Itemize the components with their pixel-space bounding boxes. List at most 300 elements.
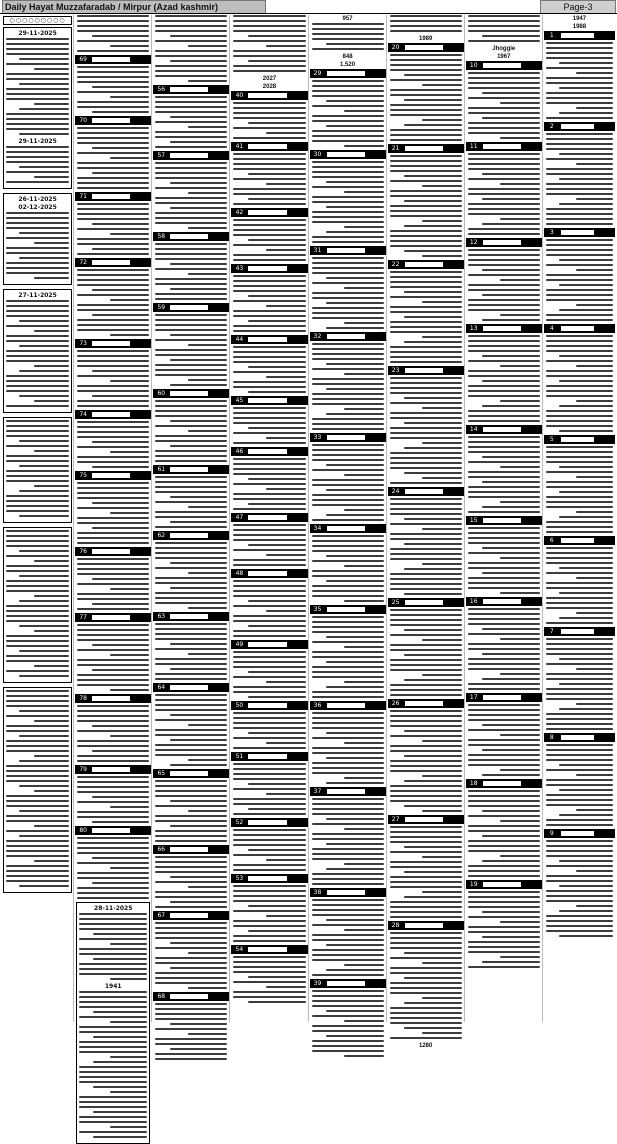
text-line (500, 279, 540, 281)
text-line (248, 366, 306, 368)
text-line (233, 966, 305, 968)
text-line (155, 932, 227, 934)
text-line (77, 791, 149, 793)
text-line (468, 633, 540, 635)
text-line (110, 1091, 147, 1093)
text-line (390, 437, 462, 439)
text-line (559, 617, 613, 619)
text-line (77, 537, 149, 539)
text-line (546, 693, 613, 695)
text-line (77, 203, 149, 205)
text-line (546, 648, 613, 650)
text-line (468, 390, 540, 392)
text-line (468, 613, 540, 615)
text-line (546, 799, 613, 801)
ad-number: 48 (231, 569, 247, 578)
ad-header-label (131, 339, 151, 348)
text-line (546, 915, 613, 917)
text-line (110, 380, 150, 382)
text-line (312, 712, 384, 714)
text-line (6, 725, 69, 727)
article-text (466, 15, 542, 42)
text-line (155, 1008, 227, 1010)
text-line (326, 843, 384, 845)
text-line (390, 281, 462, 283)
text-line (482, 749, 540, 751)
text-line (77, 624, 149, 626)
ad-text (388, 609, 464, 696)
ad-header-bar (231, 569, 307, 578)
classified-ad (310, 524, 386, 602)
text-line (312, 1030, 384, 1032)
text-line (546, 855, 613, 857)
text-line (390, 987, 462, 989)
ad-header-bar (231, 513, 307, 522)
text-line (546, 158, 613, 160)
text-line (559, 259, 613, 261)
text-line (344, 373, 384, 375)
ad-text (75, 203, 151, 255)
text-line (390, 1007, 462, 1009)
ad-text (544, 638, 615, 730)
text-line (79, 1131, 147, 1133)
classified-ad (466, 425, 542, 513)
text-line (482, 936, 540, 938)
text-line (19, 465, 70, 467)
text-line (404, 654, 462, 656)
text-line (576, 774, 613, 776)
text-line (559, 466, 613, 468)
text-line (6, 645, 69, 647)
text-line (77, 137, 149, 139)
text-line (92, 86, 150, 88)
classified-ad (75, 765, 151, 823)
text-line (468, 289, 540, 291)
text-line (6, 455, 69, 457)
ad-header-label (366, 246, 386, 255)
ad-number: 49 (231, 640, 247, 649)
ad-header-bar (153, 992, 229, 1001)
ad-list (466, 61, 542, 968)
ad-header-window (247, 397, 287, 404)
ad-header-window (404, 816, 444, 823)
text-line (79, 928, 147, 930)
text-line (546, 395, 613, 397)
text-line (233, 417, 305, 419)
text-line (155, 830, 227, 832)
ad-header-bar (75, 410, 151, 419)
text-line (77, 177, 149, 179)
ad-number: 19 (466, 880, 482, 889)
text-line (500, 466, 540, 468)
text-line (390, 387, 462, 389)
text-line (155, 962, 227, 964)
text-line (233, 65, 305, 67)
text-line (77, 887, 149, 889)
text-line (233, 229, 305, 231)
text-line (312, 1050, 384, 1052)
text-line (155, 699, 227, 701)
text-line (546, 77, 613, 79)
text-line (546, 254, 613, 256)
text-line (77, 517, 149, 519)
text-line (390, 765, 462, 767)
text-line (155, 314, 227, 316)
text-line (77, 649, 149, 651)
ad-number: 25 (388, 598, 404, 607)
article-year: 2027 (262, 76, 277, 82)
text-line (6, 151, 69, 153)
text-line (468, 274, 540, 276)
text-line (468, 208, 540, 210)
text-line (482, 860, 540, 862)
text-line (79, 1121, 147, 1123)
ad-header-window (404, 145, 444, 152)
text-line (77, 847, 149, 849)
ad-text (310, 161, 386, 243)
text-line (233, 722, 305, 724)
text-line (312, 257, 384, 259)
text-line (34, 330, 69, 332)
text-line (155, 400, 227, 402)
ad-header-label (131, 826, 151, 835)
text-line (6, 620, 69, 622)
ad-header-bar (75, 826, 151, 835)
article-text (388, 15, 464, 32)
text-line (468, 966, 540, 968)
text-line (6, 615, 69, 617)
text-line (155, 1058, 227, 1060)
text-line (6, 405, 69, 407)
ad-number: 30 (310, 150, 326, 159)
text-line (77, 715, 149, 717)
text-line (155, 258, 227, 260)
ad-header-label (209, 151, 229, 160)
article-word: Jhoggie (492, 46, 516, 52)
text-line (155, 146, 227, 148)
text-line (468, 870, 540, 872)
text-line (77, 897, 149, 899)
text-line (390, 881, 462, 883)
text-line (155, 319, 227, 321)
text-line (6, 222, 69, 224)
ad-header-label (288, 945, 308, 954)
text-line (79, 1116, 147, 1118)
text-line (6, 300, 69, 302)
text-line (404, 1027, 462, 1029)
text-line (233, 539, 305, 541)
text-line (546, 840, 613, 842)
ad-header-bar (231, 208, 307, 217)
text-line (390, 20, 462, 22)
notice-box (3, 193, 72, 285)
text-line (559, 87, 613, 89)
ad-header-label (288, 752, 308, 761)
ad-header-window (91, 259, 131, 266)
text-line (233, 50, 305, 52)
ad-header-bar (466, 425, 542, 434)
text-line (312, 459, 384, 461)
text-line (312, 752, 384, 754)
text-line (79, 918, 147, 920)
ad-header-label (209, 232, 229, 241)
ad-header-window (169, 684, 209, 691)
ad-header-window (560, 436, 595, 443)
text-line (79, 1046, 147, 1048)
text-line (482, 35, 540, 37)
text-line (468, 491, 540, 493)
text-line (266, 183, 306, 185)
text-line (77, 208, 149, 210)
text-line (233, 178, 305, 180)
text-line (576, 703, 613, 705)
text-line (155, 131, 227, 133)
text-line (233, 691, 305, 693)
text-line (93, 1036, 147, 1038)
text-line (170, 263, 228, 265)
ad-header-window (169, 86, 209, 93)
text-line (312, 949, 384, 951)
text-line (233, 351, 305, 353)
text-line (188, 987, 228, 989)
text-line (312, 80, 384, 82)
text-line (233, 773, 305, 775)
text-line (312, 909, 384, 911)
ad-header-label (131, 694, 151, 703)
text-line (6, 700, 69, 702)
text-line (77, 482, 149, 484)
text-line (233, 356, 305, 358)
text-line (110, 334, 150, 336)
text-line (312, 1040, 384, 1042)
text-line (79, 963, 147, 965)
text-line (6, 545, 69, 547)
ad-header-bar (310, 246, 386, 255)
text-line (546, 547, 613, 549)
text-line (77, 760, 149, 762)
text-line (248, 544, 306, 546)
text-line (155, 977, 227, 979)
text-line (6, 480, 69, 482)
text-line (390, 972, 462, 974)
ad-header-bar (231, 945, 307, 954)
classified-ad (231, 569, 307, 637)
text-line (77, 872, 149, 874)
ad-header-label (366, 524, 386, 533)
text-line (77, 842, 149, 844)
classified-ad (466, 61, 542, 139)
text-line (92, 35, 150, 37)
text-line (390, 609, 462, 611)
text-line (390, 54, 462, 56)
text-line (468, 567, 540, 569)
text-line (77, 639, 149, 641)
text-line (155, 734, 227, 736)
classified-ad (231, 335, 307, 393)
text-line (79, 938, 147, 940)
text-line (248, 503, 306, 505)
text-line (233, 737, 305, 739)
text-line (92, 750, 150, 752)
text-line (92, 441, 150, 443)
text-line (77, 816, 149, 818)
text-line (248, 849, 306, 851)
text-line (77, 101, 149, 103)
text-line (248, 732, 306, 734)
text-line (468, 709, 540, 711)
text-line (233, 244, 305, 246)
notice-date: 29-11-2025 (18, 30, 57, 37)
text-line (155, 663, 227, 665)
text-line (233, 524, 305, 526)
text-line (468, 375, 540, 377)
text-line (266, 610, 306, 612)
text-line (468, 663, 540, 665)
text-line (233, 651, 305, 653)
ad-header-window (91, 548, 131, 555)
text-line (312, 666, 384, 668)
ad-text (231, 651, 307, 698)
classified-ad (310, 150, 386, 243)
text-line (468, 40, 540, 42)
text-line (559, 284, 613, 286)
text-line (170, 1048, 228, 1050)
text-line (482, 173, 540, 175)
text-line (390, 836, 462, 838)
classified-ad (153, 992, 229, 1060)
ad-text (153, 314, 229, 386)
text-line (6, 845, 69, 847)
text-line (312, 312, 384, 314)
classified-ad (153, 531, 229, 609)
ad-header-label (209, 85, 229, 94)
text-line (546, 102, 613, 104)
text-line (422, 810, 462, 812)
text-line (390, 851, 462, 853)
text-line (110, 1056, 147, 1058)
notice-text (77, 913, 149, 980)
text-line (482, 774, 540, 776)
text-line (110, 233, 150, 235)
text-line (546, 92, 613, 94)
text-line (77, 755, 149, 757)
text-line (155, 628, 227, 630)
text-line (422, 185, 462, 187)
text-line (344, 646, 384, 648)
ad-text (75, 350, 151, 407)
ad-number: 21 (388, 144, 404, 153)
text-line (559, 708, 613, 710)
text-line (546, 340, 613, 342)
text-line (6, 93, 69, 95)
ad-header-bar (388, 699, 464, 708)
ad-number: 28 (388, 921, 404, 930)
text-line (188, 227, 228, 229)
text-line (77, 456, 149, 458)
text-line (390, 770, 462, 772)
text-line (468, 259, 540, 261)
text-line (546, 289, 613, 291)
text-line (312, 540, 384, 542)
text-line (326, 1010, 384, 1012)
text-line (77, 162, 149, 164)
text-line (404, 341, 462, 343)
text-line (559, 203, 613, 205)
ad-number: 14 (466, 425, 482, 434)
classified-ad (75, 547, 151, 610)
notice-box (3, 527, 72, 683)
text-line (233, 25, 305, 27)
ad-text (310, 712, 386, 784)
classified-ad (466, 324, 542, 422)
text-line (6, 53, 69, 55)
text-line (312, 762, 384, 764)
text-line (6, 315, 69, 317)
text-line (6, 252, 69, 254)
text-line (155, 222, 227, 224)
ad-list (388, 43, 464, 1039)
text-line (6, 181, 69, 183)
ad-header-label (131, 547, 151, 556)
text-line (233, 325, 305, 327)
text-line (404, 755, 462, 757)
text-line (312, 33, 384, 35)
text-line (468, 420, 540, 422)
text-line (233, 656, 305, 658)
text-line (79, 953, 147, 955)
text-line (390, 826, 462, 828)
ad-number: 80 (75, 826, 91, 835)
text-line (312, 1015, 384, 1017)
text-line (233, 727, 305, 729)
text-line (77, 329, 149, 331)
ad-text (231, 524, 307, 566)
text-line (312, 398, 384, 400)
text-line (155, 526, 227, 528)
text-line (390, 523, 462, 525)
text-line (546, 531, 613, 533)
article-year: 2028 (262, 84, 277, 90)
ad-text (231, 102, 307, 139)
ad-text (466, 527, 542, 594)
ad-header-label (444, 144, 464, 153)
text-line (390, 906, 462, 908)
classified-ad (544, 829, 615, 937)
text-line (468, 496, 540, 498)
ad-header-label (595, 733, 615, 742)
text-line (576, 72, 613, 74)
text-line (500, 314, 540, 316)
text-line (390, 1017, 462, 1019)
text-line (19, 166, 70, 168)
ad-header-window (247, 753, 287, 760)
classified-ad (388, 699, 464, 812)
text-line (77, 720, 149, 722)
text-line (404, 805, 462, 807)
text-line (92, 248, 150, 250)
ad-header-label (131, 258, 151, 267)
text-line (34, 595, 69, 597)
classified-ad (544, 31, 615, 119)
text-line (559, 380, 613, 382)
text-line (92, 527, 150, 529)
article-year: 1967 (497, 54, 511, 60)
text-line (390, 583, 462, 585)
text-line (546, 728, 613, 730)
ad-header-bar (544, 829, 615, 838)
text-line (390, 346, 462, 348)
text-line (92, 578, 150, 580)
